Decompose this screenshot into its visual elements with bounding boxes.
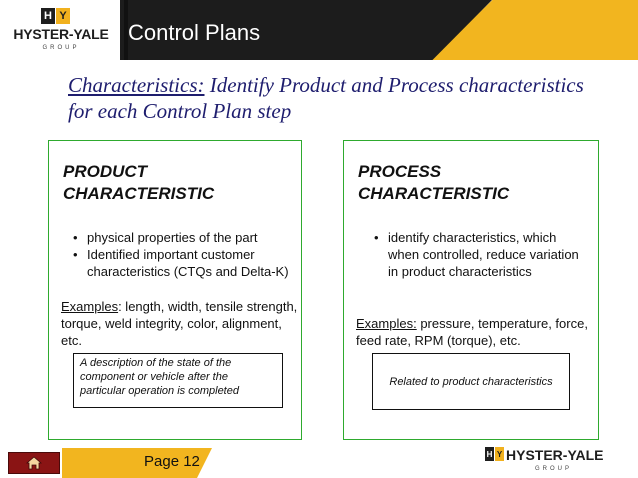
brand-mark xyxy=(41,8,71,24)
home-icon xyxy=(26,456,42,470)
slide-subtitle xyxy=(68,72,608,124)
process-examples-label: Examples: xyxy=(356,316,417,331)
process-examples-text: pressure, temperature, force, feed rate, RPM (torque), etc. xyxy=(356,316,588,348)
brand-mark-h: H xyxy=(41,8,55,24)
footer-brand-group: GROUP xyxy=(535,466,573,472)
product-title xyxy=(63,161,214,205)
product-bullets xyxy=(71,229,296,280)
process-examples xyxy=(356,315,596,349)
brand-mark-y: Y xyxy=(56,8,70,24)
product-bullet: • physical properties of the part xyxy=(71,229,296,246)
product-panel xyxy=(48,140,302,440)
product-note: A description of the state of the component or vehicle after the particular operation is completed xyxy=(73,353,283,408)
page-title: Control Plans xyxy=(128,20,261,45)
process-title xyxy=(358,161,509,205)
product-title-line1: PRODUCT xyxy=(63,162,148,181)
process-bullet: • identify characteristics, which when controlled, reduce variation in product characteristics xyxy=(372,229,582,280)
header-logo xyxy=(0,0,120,60)
process-title-line1: PROCESS xyxy=(358,162,442,181)
footer-brand-mark-h: H xyxy=(485,447,494,461)
product-examples-text: : length, width, tensile strength, torque, weld integrity, color, alignment, etc. xyxy=(61,299,298,348)
process-panel xyxy=(343,140,599,440)
page-number: Page 12 xyxy=(144,453,200,470)
subtitle-rest: Identify Product and Process characteristics for each Control Plan step xyxy=(68,73,584,123)
brand-name: HYSTER-YALE xyxy=(13,26,109,42)
process-title-line2: CHARACTERISTIC xyxy=(358,184,510,203)
footer-brand-name: HYSTER-YALE xyxy=(506,447,604,463)
subtitle-lead: Characteristics: xyxy=(68,73,205,97)
product-title-line2: CHARACTERISTIC xyxy=(63,184,215,203)
footer-brand-mark xyxy=(485,447,504,461)
product-examples-label: Examples xyxy=(61,299,119,314)
process-note: Related to product characteristics xyxy=(372,353,570,410)
brand-group: GROUP xyxy=(42,45,80,51)
product-examples xyxy=(61,298,299,349)
footer-brand-mark-y: Y xyxy=(495,447,504,461)
product-bullet: • Identified important customer characteristics (CTQs and Delta-K) xyxy=(71,246,296,280)
process-bullets xyxy=(372,229,582,280)
home-button[interactable] xyxy=(8,452,60,474)
